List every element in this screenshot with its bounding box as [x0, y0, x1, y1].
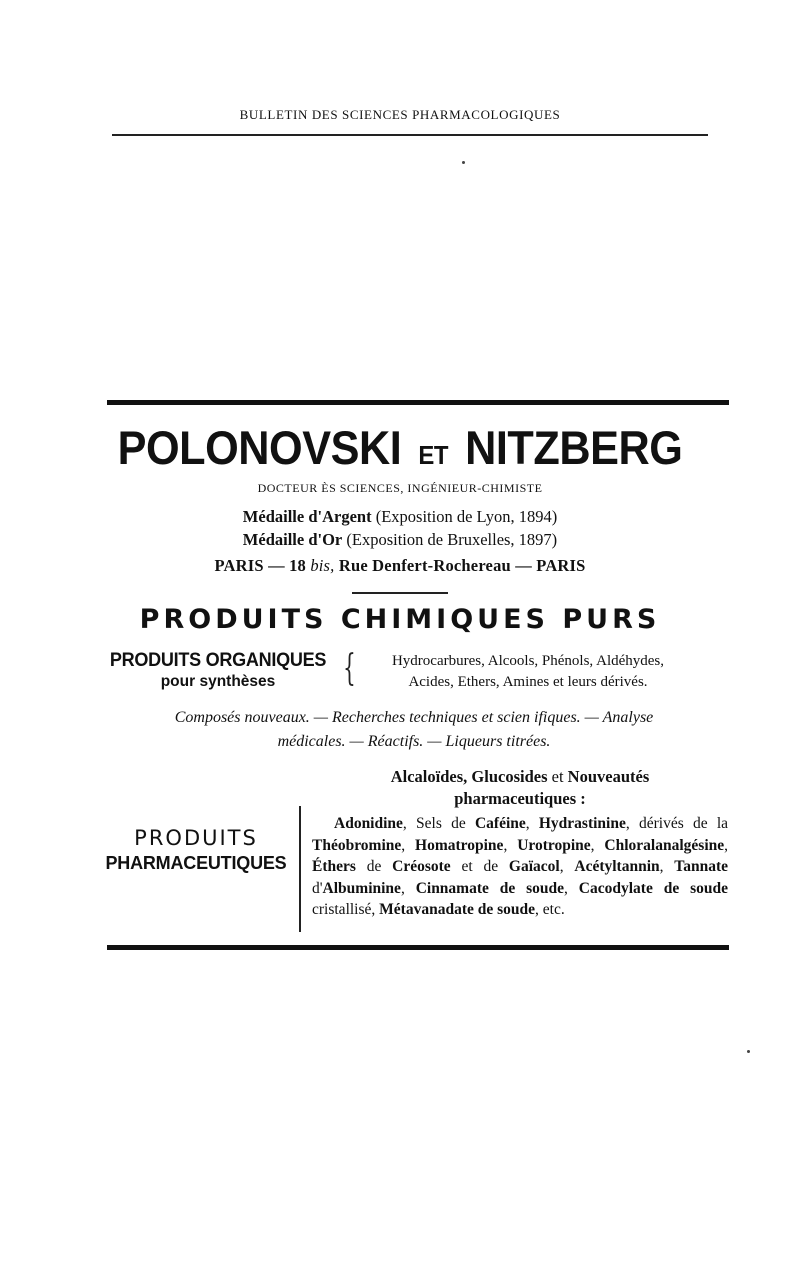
product-name: Urotropine [517, 836, 591, 854]
medal-silver-award: Médaille d'Argent [242, 507, 372, 526]
medal-gold-award: Médaille d'Or [242, 530, 343, 549]
composes-line1: Composés nouveaux. — Recherches techniques et scien ifiques. — Analyse [174, 709, 654, 726]
product-connector: , [559, 858, 575, 875]
address-city: PARIS [214, 556, 264, 575]
medal-silver-detail: (Exposition de Lyon, 1894) [375, 507, 558, 526]
address-city2: PARIS [536, 556, 586, 575]
bottom-thick-rule [107, 945, 729, 950]
product-connector: , [503, 836, 518, 854]
product-name: Hydrastinine [538, 815, 626, 832]
product-connector: , [525, 815, 539, 832]
product-name: Gaïacol [508, 858, 560, 875]
address-dash2: — [515, 556, 532, 575]
alcaloides-heading-line1 [312, 766, 728, 788]
pharmaceutiques-label [103, 826, 289, 874]
heading-et: et [551, 767, 564, 786]
company-name [32, 420, 768, 475]
product-name: Créosote [392, 858, 451, 875]
product-name: Tannate [674, 858, 728, 875]
composes-paragraph [102, 706, 726, 754]
product-connector: et de [450, 858, 509, 875]
company-name-part2: NITZBERG [465, 421, 683, 474]
product-name: Cacodylate de soude [578, 879, 728, 897]
product-name: Albuminine [322, 879, 401, 897]
product-name: Cinnamate de soude [415, 879, 565, 897]
print-speck [462, 161, 465, 164]
section-separator-rule [352, 592, 448, 594]
top-thick-rule [107, 400, 729, 405]
product-connector: , [590, 836, 605, 854]
address-number: 18 [289, 556, 306, 575]
product-connector: , [401, 836, 416, 854]
product-connector: , Sels de [402, 815, 475, 832]
medal-gold-detail: (Exposition de Bruxelles, 1897) [346, 530, 558, 549]
header-rule [112, 134, 708, 136]
product-name: Caféine [474, 815, 526, 832]
organiques-line2: Acides, Ethers, Amines et leurs dérivés. [408, 674, 648, 690]
organiques-list [358, 651, 698, 693]
address-street: Rue Denfert-Rochereau [338, 556, 511, 575]
product-connector: , etc. [535, 901, 565, 918]
section-title: PRODUITS CHIMIQUES PURS [139, 604, 661, 635]
company-name-et: ET [418, 440, 449, 470]
pharma-label-line1: PRODUITS [134, 826, 258, 850]
composes-line2: médicales. — Réactifs. — Liqueurs titrées. [277, 733, 551, 750]
product-connector: de [355, 858, 393, 875]
address-line [0, 556, 800, 576]
pharma-products-paragraph [312, 813, 728, 921]
alcaloides-heading-line2: pharmaceutiques : [454, 789, 586, 808]
product-name: Acétyltannin [574, 858, 660, 875]
print-speck [747, 1050, 750, 1053]
product-connector: cristallisé, [312, 901, 380, 918]
pharma-brace-bar [299, 806, 301, 932]
brace-organiques: { [343, 648, 356, 689]
medal-gold [0, 530, 800, 550]
company-name-part1: POLONOVSKI [117, 421, 402, 474]
heading-bold1: Alcaloïdes, Glucosides [390, 767, 548, 786]
product-connector: , [400, 879, 416, 897]
alcaloides-heading [312, 766, 728, 810]
product-connector: , dérivés de la [625, 815, 729, 832]
product-name: Adonidine [334, 815, 403, 832]
medal-silver [0, 507, 800, 527]
product-connector: , [564, 879, 579, 897]
product-name: Chloralanalgésine [604, 836, 725, 854]
product-name: Homatropine [415, 836, 504, 854]
running-head: BULLETIN DES SCIENCES PHARMACOLOGIQUES [239, 107, 561, 122]
product-name: Théobromine [312, 836, 402, 854]
product-connector: d' [312, 879, 323, 897]
heading-bold2: Nouveautés [567, 767, 650, 786]
address-bis: bis, [310, 556, 335, 575]
organiques-label [102, 650, 334, 691]
profession-line: DOCTEUR ÈS SCIENCES, INGÉNIEUR-CHIMISTE [257, 481, 543, 495]
organiques-line1: Hydrocarbures, Alcools, Phénols, Aldéhydes, [391, 653, 665, 669]
organiques-subtitle: pour synthèses [160, 673, 276, 690]
address-dash: — [268, 556, 285, 575]
product-name: Métavanadate de soude [379, 901, 536, 918]
organiques-title: PRODUITS ORGANIQUES [109, 650, 327, 671]
pharma-label-line2: PHARMACEUTIQUES [105, 853, 287, 873]
product-connector: , [659, 858, 675, 875]
product-connector: , [724, 836, 728, 854]
product-name: Éthers [312, 858, 356, 875]
